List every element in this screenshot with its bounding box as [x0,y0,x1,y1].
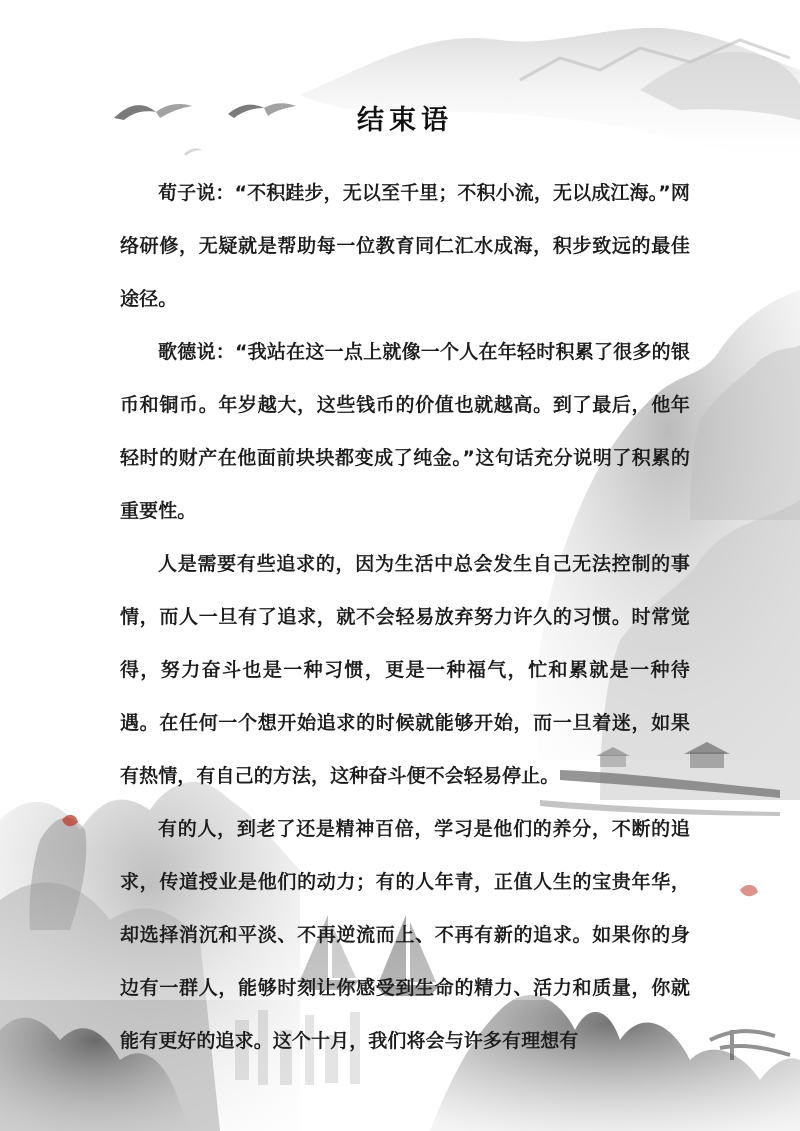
paragraph-goethe: 歌德说：“我站在这一点上就像一个人在年轻时积累了很多的银币和铜币。年岁越大，这些钱币的价值也就越高。到了最后，他年轻时的财产在他面前块块都变成了纯金。”这句话充分说明了积累的重要性。 [120,341,690,522]
paragraph-xunzi: 荀子说：“不积跬步，无以至千里；不积小流，无以成江海。”网络研修，无疑就是帮助每一位教育同仁汇水成海，积步致远的最佳途径。 [120,182,690,310]
house-1 [690,752,724,768]
page-title: 结束语 [357,105,453,136]
paragraph-learning: 有的人，到老了还是精神百倍，学习是他们的养分，不断的追求，传道授业是他们的动力；有的人年青，正值人生的宝贵年华，却选择消沉和平淡、不再逆流而上、不再有新的追求。如果你的身边有一群人，能够时刻让你感受到生命的精力、活力和质量，你就能有更好的追求。这个十月，我们将会与许多有理想有 [120,818,690,1052]
paragraph-pursuit: 人是需要有些追求的，因为生活中总会发生自己无法控制的事情，而人一旦有了追求，就不会轻易放弃努力许久的习惯。时常觉得，努力奋斗也是一种习惯，更是一种福气，忙和累就是一种待遇。在任何一个想开始追求的时候就能够开始，而一旦着迷，如果有热情，有自己的方法，这种奋斗便不会轻易停止。 [120,553,690,787]
document-body [120,98,690,1068]
